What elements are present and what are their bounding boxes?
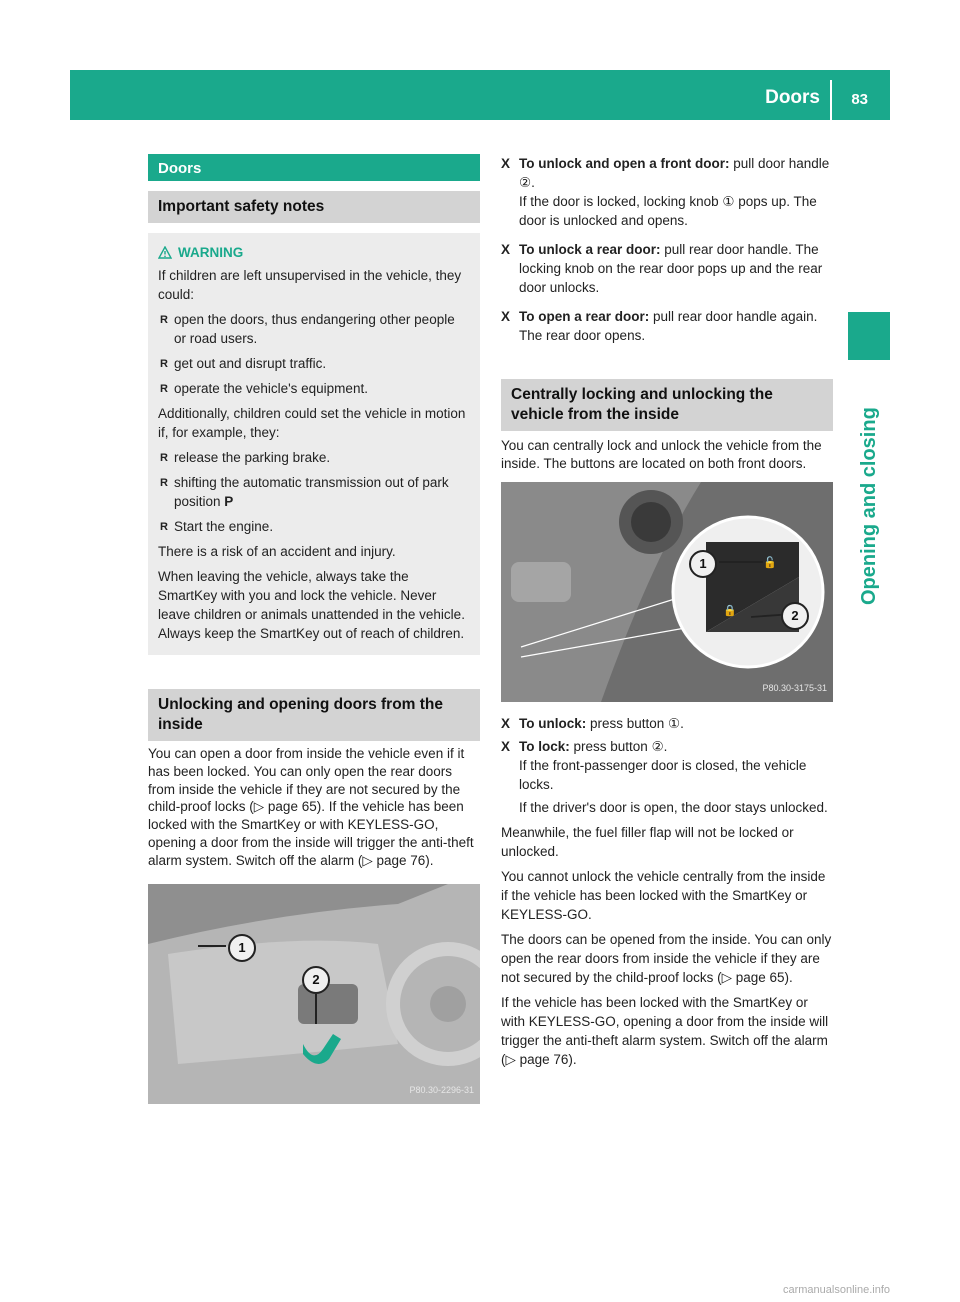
step-note: If the front-passenger door is closed, the vehicle locks. [519, 758, 807, 792]
door-illustration [148, 884, 480, 1104]
callout-2: 2 [781, 602, 809, 630]
chapter-tab [848, 312, 890, 360]
central-locking-body: You can centrally lock and unlock the vehicle from the inside. The buttons are located on both front doors. [501, 438, 822, 471]
watermark: carmanualsonline.info [782, 1284, 890, 1296]
step-text: press button ①. [586, 716, 684, 731]
warning-list-item: R operate the vehicle's equipment. [158, 379, 470, 398]
buttons-illustration [501, 482, 833, 702]
instruction-step [501, 307, 833, 345]
step-note: If the driver's door is open, the door stays unlocked. [519, 800, 828, 815]
door-photo [148, 884, 480, 1104]
step-marker-icon: X [501, 156, 511, 171]
step-label: To unlock and open a front door: [519, 156, 730, 171]
header-divider [830, 80, 832, 120]
warning-list-text: shifting the automatic transmission out of park position [174, 475, 449, 509]
page-header [70, 70, 890, 120]
warning-title: WARNING [178, 245, 244, 260]
unlocking-body: You can open a door from inside the vehicle even if it has been locked. You can only open the rear doors from inside the vehicle if they are not secured by the child-proof locks (▷ page 65). If the vehicle has been locked with the SmartKey or with KEYLESS-GO, opening a door from the inside will trigger the anti-theft alarm system. Switch off the alarm (▷ page 76). [148, 746, 474, 868]
warning-list-item [158, 473, 470, 511]
right-column [501, 154, 833, 1075]
paragraph: If the vehicle has been locked with the SmartKey or with KEYLESS-GO, opening a door from the inside will trigger the anti-theft alarm system. Switch off the alarm (▷ page 76). [501, 995, 829, 1067]
warning-risk: There is a risk of an accident and injury. [158, 544, 396, 559]
instruction-step [501, 154, 833, 230]
warning-intro: If children are left unsupervised in the vehicle, they could: [158, 268, 462, 302]
step-note: The rear door opens. [519, 328, 646, 343]
warning-heading [158, 243, 470, 262]
step-marker-icon: X [501, 716, 511, 731]
step-text: pull door handle ②. [519, 156, 830, 190]
section-title-doors: Doors [148, 154, 480, 181]
step-note: If the door is locked, locking knob ① pops up. The door is unlocked and opens. [519, 194, 817, 228]
paragraph: You cannot unlock the vehicle centrally from the inside if the vehicle has been locked with the SmartKey or KEYLESS-GO. [501, 869, 826, 922]
buttons-photo [501, 482, 833, 702]
warning-box [148, 233, 480, 655]
svg-text:🔓: 🔓 [763, 556, 777, 569]
warning-advice: When leaving the vehicle, always take the SmartKey with you and lock the vehicle. Never leave children or animals unattended in the vehicle. Always keep the SmartKey out of reach of children. [158, 569, 465, 641]
page-number: 83 [851, 91, 868, 108]
park-position-letter: P [224, 494, 234, 509]
warning-list-item: R open the doors, thus endangering other people or road users. [158, 310, 470, 348]
instruction-step [501, 240, 833, 297]
header-section-title: Doors [765, 87, 820, 108]
warning-list-item: R get out and disrupt traffic. [158, 354, 470, 373]
step-label: To open a rear door: [519, 309, 650, 324]
step-text: pull rear door handle. The locking knob on the rear door pops up and the rear door unlocks. [519, 242, 823, 295]
chapter-label: Opening and closing [858, 407, 880, 605]
instruction-step [501, 737, 833, 817]
step-text: press button ②. [569, 739, 668, 754]
callout-1: 1 [228, 934, 256, 962]
warning-list-item: R release the parking brake. [158, 448, 470, 467]
step-label: To unlock: [519, 716, 587, 731]
paragraph: Meanwhile, the fuel filler flap will not be locked or unlocked. [501, 825, 794, 859]
step-marker-icon: X [501, 309, 511, 324]
step-label: To lock: [519, 739, 570, 754]
paragraph: The doors can be opened from the inside. You can only open the rear doors from inside the vehicle if they are not secured by the child-proof locks (▷ page 65). [501, 932, 832, 985]
instruction-step [501, 714, 833, 733]
warning-mid: Additionally, children could set the vehicle in motion if, for example, they: [158, 406, 466, 440]
callout-2: 2 [302, 966, 330, 994]
step-marker-icon: X [501, 739, 511, 754]
subsection-title-central-locking: Centrally locking and unlocking the vehicle from the inside [501, 379, 833, 431]
svg-text:🔒: 🔒 [723, 604, 737, 617]
photo-code: P80.30-3175-31 [762, 683, 827, 693]
step-label: To unlock a rear door: [519, 242, 661, 257]
step-text: pull rear door handle again. [649, 309, 818, 324]
subsection-title-unlocking: Unlocking and opening doors from the inside [148, 689, 480, 741]
callout-1: 1 [689, 550, 717, 578]
warning-triangle-icon [158, 246, 172, 259]
step-marker-icon: X [501, 242, 511, 257]
photo-code: P80.30-2296-31 [409, 1084, 474, 1095]
subsection-title-safety: Important safety notes [148, 191, 480, 223]
left-column [148, 154, 480, 1104]
warning-list-item: R Start the engine. [158, 517, 470, 536]
